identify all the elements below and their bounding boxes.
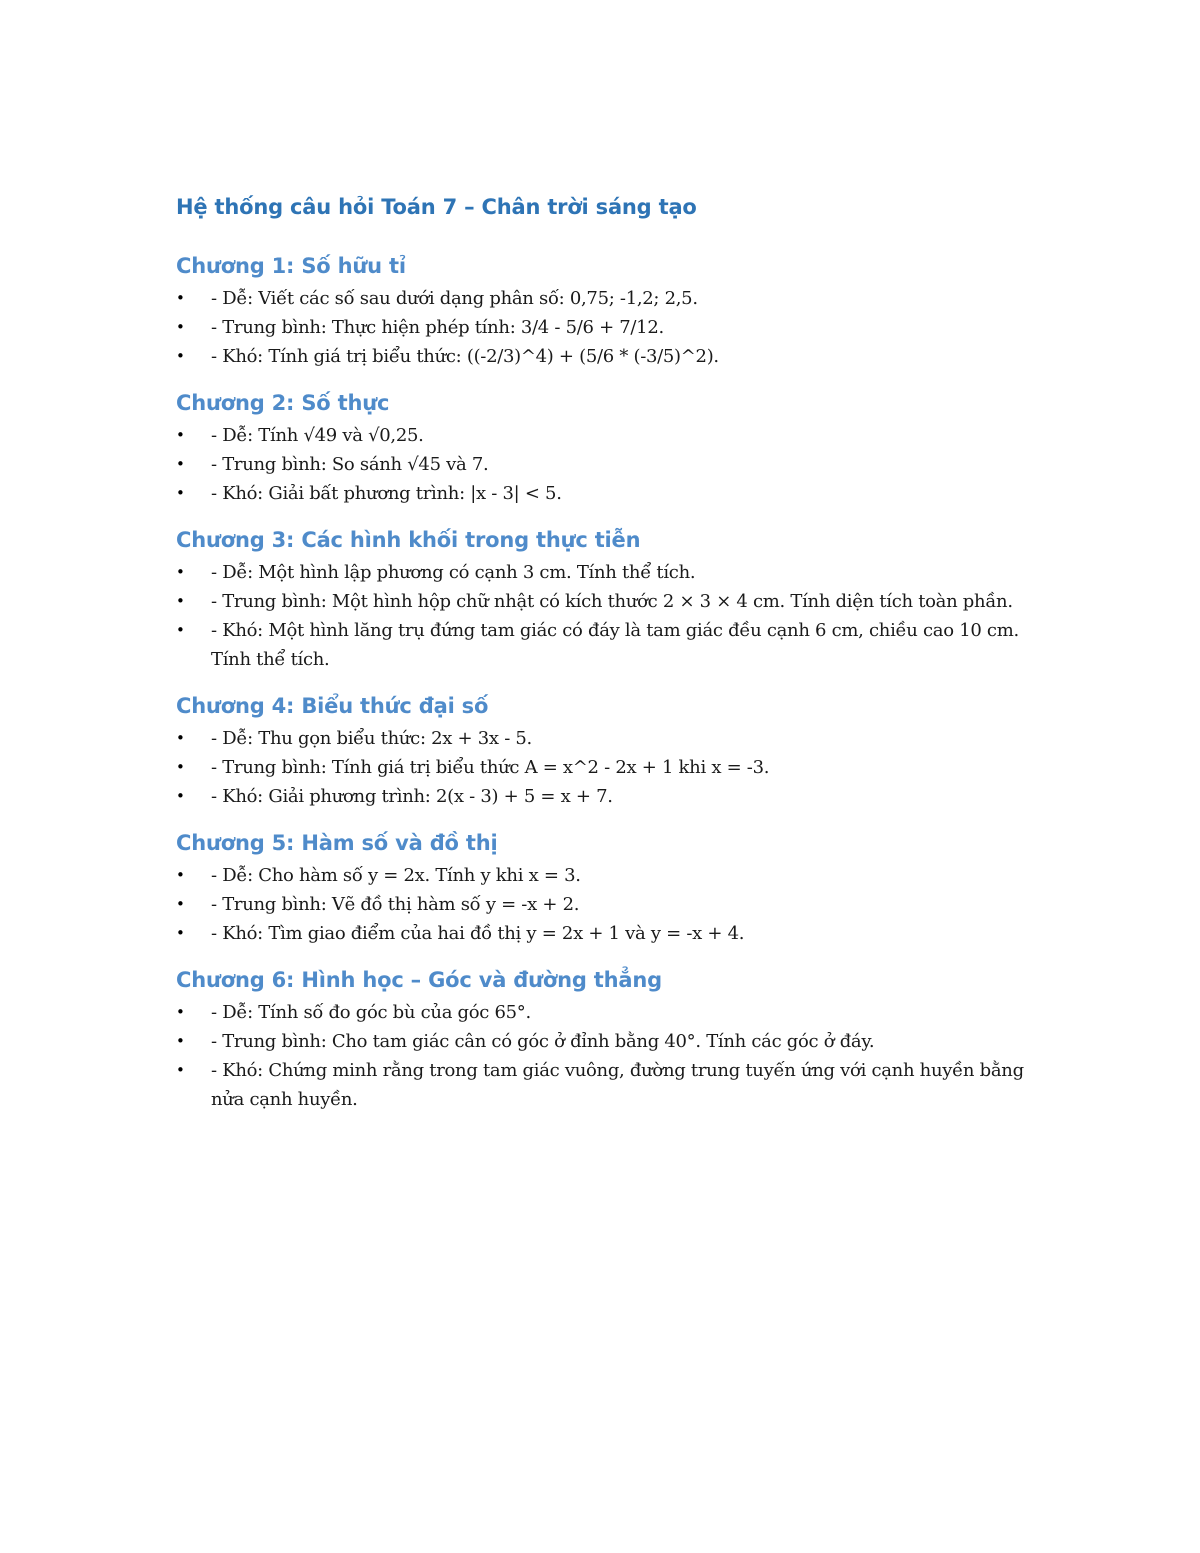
question-text: - Trung bình: So sánh √45 và 7. [211, 454, 489, 475]
bullet-icon: • [176, 787, 185, 805]
bullet-icon: • [176, 895, 185, 913]
document-page [176, 188, 1026, 1128]
chapter-title: Chương 1: Số hữu tỉ [176, 254, 406, 278]
question-text: - Trung bình: Thực hiện phép tính: 3/4 - 5/6 + 7/12. [211, 317, 664, 338]
question-text: - Khó: Tính giá trị biểu thức: ((-2/3)^4) + (5/6 * (-3/5)^2). [211, 346, 719, 367]
bullet-icon: • [176, 563, 185, 581]
bullet-icon: • [176, 866, 185, 884]
bullet-icon: • [176, 592, 185, 610]
chapter-5 [176, 825, 1026, 948]
question-text: - Dễ: Tính √49 và √0,25. [211, 425, 424, 446]
chapter-title: Chương 6: Hình học – Góc và đường thẳng [176, 968, 662, 992]
question-list [176, 284, 1026, 371]
bullet-icon: • [176, 729, 185, 747]
question-item [176, 284, 1026, 313]
question-list [176, 421, 1026, 508]
question-item [176, 919, 1026, 948]
question-text: - Khó: Giải phương trình: 2(x - 3) + 5 = x + 7. [211, 786, 613, 807]
question-item [176, 587, 1026, 616]
question-text: - Trung bình: Một hình hộp chữ nhật có kích thước 2 × 3 × 4 cm. Tính diện tích toàn phần. [211, 591, 1013, 612]
question-item [176, 998, 1026, 1027]
bullet-icon: • [176, 289, 185, 307]
bullet-icon: • [176, 1032, 185, 1050]
bullet-icon: • [176, 347, 185, 365]
bullet-icon: • [176, 318, 185, 336]
chapter-1 [176, 248, 1026, 371]
bullet-icon: • [176, 426, 185, 444]
question-text: - Dễ: Tính số đo góc bù của góc 65°. [211, 1002, 531, 1023]
chapter-title: Chương 4: Biểu thức đại số [176, 694, 489, 718]
question-list [176, 861, 1026, 948]
question-text: - Khó: Tìm giao điểm của hai đồ thị y = 2x + 1 và y = -x + 4. [211, 923, 745, 944]
question-item [176, 342, 1026, 371]
question-text: - Dễ: Cho hàm số y = 2x. Tính y khi x = 3. [211, 865, 581, 886]
question-text: - Khó: Chứng minh rằng trong tam giác vuông, đường trung tuyến ứng với cạnh huyền bằng nửa cạnh huyền. [211, 1060, 1024, 1110]
question-item [176, 1027, 1026, 1056]
question-list [176, 558, 1026, 674]
bullet-icon: • [176, 621, 185, 639]
question-item [176, 558, 1026, 587]
question-text: - Trung bình: Tính giá trị biểu thức A = x^2 - 2x + 1 khi x = -3. [211, 757, 770, 778]
question-item [176, 479, 1026, 508]
bullet-icon: • [176, 1003, 185, 1021]
question-item [176, 861, 1026, 890]
chapter-3 [176, 522, 1026, 674]
chapter-title: Chương 2: Số thực [176, 391, 390, 415]
chapter-4 [176, 688, 1026, 811]
question-item [176, 724, 1026, 753]
question-item [176, 616, 1026, 674]
question-text: - Dễ: Viết các số sau dưới dạng phân số: 0,75; -1,2; 2,5. [211, 288, 698, 309]
bullet-icon: • [176, 1061, 185, 1079]
question-text: - Trung bình: Vẽ đồ thị hàm số y = -x + 2. [211, 894, 580, 915]
question-text: - Dễ: Một hình lập phương có cạnh 3 cm. Tính thể tích. [211, 562, 696, 583]
question-item [176, 782, 1026, 811]
bullet-icon: • [176, 455, 185, 473]
chapter-6 [176, 962, 1026, 1114]
question-text: - Khó: Giải bất phương trình: |x - 3| < 5. [211, 483, 562, 504]
question-text: - Khó: Một hình lăng trụ đứng tam giác có đáy là tam giác đều cạnh 6 cm, chiều cao 10 cm. Tính thể tích. [211, 620, 1019, 670]
question-text: - Trung bình: Cho tam giác cân có góc ở đỉnh bằng 40°. Tính các góc ở đáy. [211, 1031, 875, 1052]
question-text: - Dễ: Thu gọn biểu thức: 2x + 3x - 5. [211, 728, 532, 749]
question-item [176, 890, 1026, 919]
question-list [176, 724, 1026, 811]
bullet-icon: • [176, 924, 185, 942]
question-item [176, 450, 1026, 479]
bullet-icon: • [176, 758, 185, 776]
chapter-title: Chương 3: Các hình khối trong thực tiễn [176, 528, 641, 552]
question-list [176, 998, 1026, 1114]
question-item [176, 421, 1026, 450]
question-item [176, 313, 1026, 342]
bullet-icon: • [176, 484, 185, 502]
chapter-title: Chương 5: Hàm số và đồ thị [176, 831, 498, 855]
question-item [176, 753, 1026, 782]
question-item [176, 1056, 1026, 1114]
chapter-2 [176, 385, 1026, 508]
document-title: Hệ thống câu hỏi Toán 7 – Chân trời sáng tạo [176, 195, 697, 219]
